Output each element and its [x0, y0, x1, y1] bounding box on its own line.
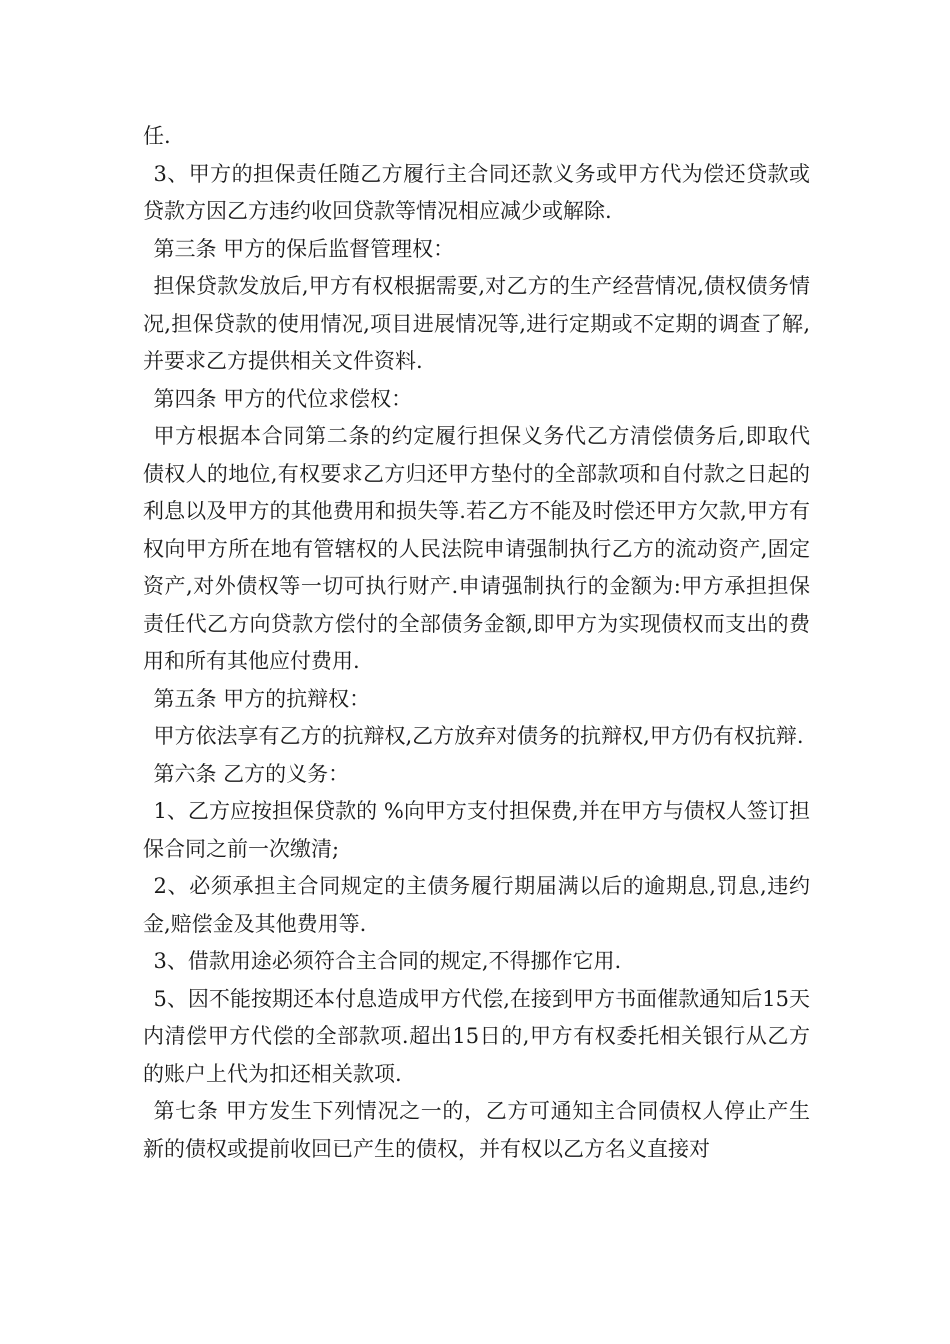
paragraph-article-5-body: 甲方依法享有乙方的抗辩权,乙方放弃对债务的抗辩权,甲方仍有权抗辩.: [153, 724, 804, 748]
document-page: [143, 118, 810, 1168]
heading-article-3: 第三条 甲方的保后监督管理权：: [153, 236, 455, 261]
heading-article-7: 第七条 甲方发生下列情况之一的，乙方可通知主合同债权人停止产生新的债权或提前收回已产生的债权，并有权以乙方名义直接对: [143, 1099, 810, 1161]
paragraph-article-6-item-1: 1、乙方应按担保贷款的 %向甲方支付担保费,并在甲方与债权人签订担保合同之前一次缴清;: [143, 799, 810, 861]
heading-article-4: 第四条 甲方的代位求偿权：: [153, 386, 413, 411]
paragraph-continuation: 任.: [143, 124, 171, 148]
paragraph-article-6-item-3: 3、借款用途必须符合主合同的规定,不得挪作它用.: [153, 949, 622, 973]
heading-article-5: 第五条 甲方的抗辩权：: [153, 686, 371, 711]
paragraph-article-6-item-2: 2、必须承担主合同规定的主债务履行期届满以后的逾期息,罚息,违约金,赔偿金及其他费用等.: [143, 874, 810, 936]
paragraph-article-4-body: 甲方根据本合同第二条的约定履行担保义务代乙方清偿债务后,即取代债权人的地位,有权要求乙方归还甲方垫付的全部款项和自付款之日起的利息以及甲方的其他费用和损失等.若乙方不能及时偿还甲方欠款,甲方有权向甲方所在地有管辖权的人民法院申请强制执行乙方的流动资产,固定资产,对外债权等一切可执行财产.申请强制执行的金额为:甲方承担担保责任代乙方向贷款方偿付的全部债务金额,即甲方为实现债权而支出的费用和所有其他应付费用.: [143, 424, 810, 673]
paragraph-article-3-body: 担保贷款发放后,甲方有权根据需要,对乙方的生产经营情况,债权债务情况,担保贷款的使用情况,项目进展情况等,进行定期或不定期的调查了解,并要求乙方提供相关文件资料.: [143, 274, 810, 373]
paragraph-clause-2-item-3: 3、甲方的担保责任随乙方履行主合同还款义务或甲方代为偿还贷款或贷款方因乙方违约收回贷款等情况相应减少或解除.: [143, 161, 810, 223]
paragraph-article-6-item-5: 5、因不能按期还本付息造成甲方代偿,在接到甲方书面催款通知后15天内清偿甲方代偿的全部款项.超出15日的,甲方有权委托相关银行从乙方的账户上代为扣还相关款项.: [143, 986, 810, 1086]
heading-article-6: 第六条 乙方的义务：: [153, 761, 350, 786]
